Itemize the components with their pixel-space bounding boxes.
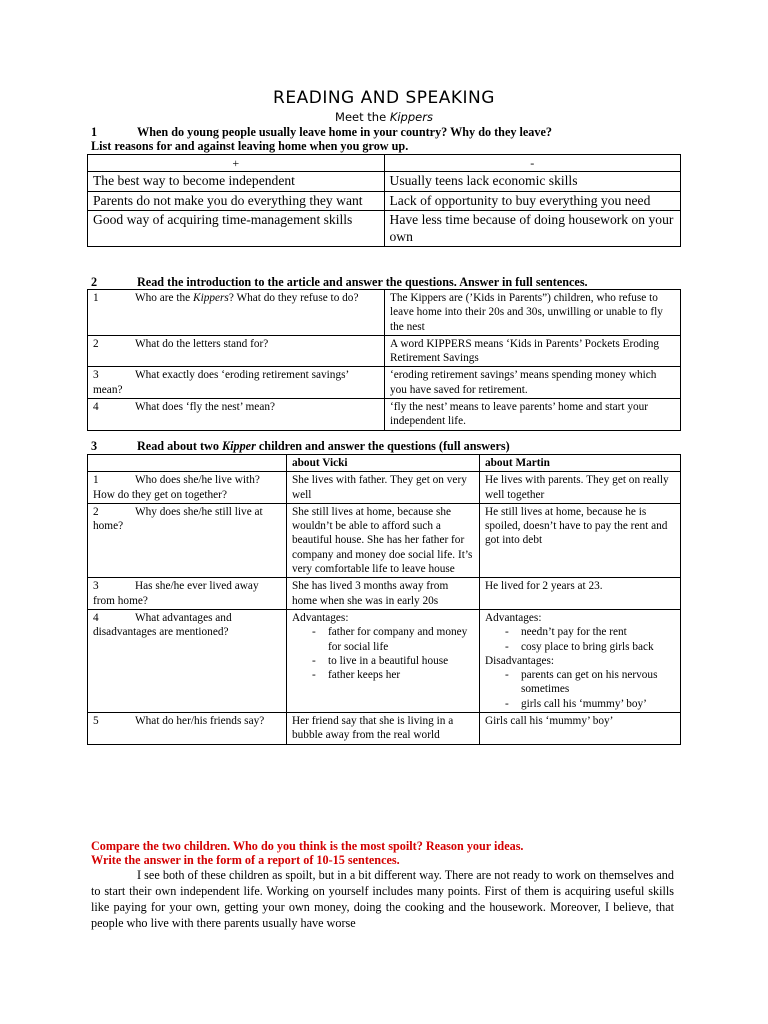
task3-emphasis: Kipper xyxy=(221,439,256,453)
question-cell xyxy=(88,335,385,367)
empty-header-cell xyxy=(88,455,287,472)
table-header-row xyxy=(88,455,681,472)
pros-cons-header-row xyxy=(88,155,681,172)
advantages-list xyxy=(485,625,675,654)
task1-heading xyxy=(91,125,552,139)
intro-questions-table xyxy=(87,289,681,431)
list-item: - parents can get on his nervous sometimes xyxy=(505,668,675,697)
subtitle-text: Meet the xyxy=(335,110,390,124)
table-row xyxy=(88,399,681,431)
question-text: What do the letters stand for? xyxy=(135,337,269,350)
minus-header: - xyxy=(384,155,681,172)
pro-cell: The best way to become independent xyxy=(88,172,385,192)
question-number: 3 xyxy=(93,580,99,593)
essay-paragraph: I see both of these children as spoilt, but in a bit different way. There are not ready to work on themselves and to start their own independent life. Working on yourself includes many points. First of them is acquiring useful skills like paying for your own, getting your own money, doing the cooking and the housework. Moreover, I believe, that people who live with there parents usually have worse xyxy=(91,868,674,930)
question-cell xyxy=(88,713,287,745)
subtitle-emphasis: Kippers xyxy=(389,110,433,124)
task3-question-end: children and answer the questions (full answers) xyxy=(255,439,510,453)
disadvantages-label: Disadvantages: xyxy=(485,654,555,667)
question-number: 2 xyxy=(93,505,99,518)
question-number: 1 xyxy=(93,474,99,487)
question-text: Why does she/he still live at home? xyxy=(93,505,263,533)
task1-instruction: List reasons for and against leaving home when you grow up. xyxy=(91,139,409,153)
list-item: - cosy place to bring girls back xyxy=(505,640,675,654)
list-item: - girls call his ‘mummy’ boy’ xyxy=(505,697,675,711)
question-text: Who are the xyxy=(135,292,194,304)
question-text: Has she/he ever lived away from home? xyxy=(93,580,259,607)
page-subtitle xyxy=(0,110,768,124)
pro-cell: Good way of acquiring time-management skills xyxy=(88,211,385,247)
con-cell: Have less time because of doing housework on your own xyxy=(384,211,681,247)
question-number: 4 xyxy=(93,611,99,624)
vicki-column-header: about Vicki xyxy=(287,455,480,472)
question-cell xyxy=(88,578,287,610)
martin-answer-cell: He still lives at home, because he is spoiled, doesn’t have to pay the rent and got into debt xyxy=(480,503,681,577)
page-title: READING AND SPEAKING xyxy=(273,88,495,108)
vicki-answer-cell: Her friend say that she is living in a bubble away from the real world xyxy=(287,713,480,745)
question-emphasis: Kippers xyxy=(193,292,229,304)
vicki-answer-cell: She lives with father. They get on very well xyxy=(287,472,480,504)
vicki-answer-cell: She has lived 3 months away from home when she was in early 20s xyxy=(287,578,480,610)
question-cell xyxy=(88,609,287,712)
question-cell xyxy=(88,367,385,399)
list-item: - needn’t pay for the rent xyxy=(505,625,675,639)
table-row xyxy=(88,578,681,610)
report-instruction: Write the answer in the form of a report of 10-15 sentences. xyxy=(91,853,400,867)
martin-column-header: about Martin xyxy=(480,455,681,472)
question-cell xyxy=(88,503,287,577)
question-cell xyxy=(88,472,287,504)
disadvantages-list xyxy=(485,668,675,711)
question-text: Who does she/he live with? How do they get on together? xyxy=(93,474,260,501)
answer-cell: A word KIPPERS means ‘Kids in Parents’ Pockets Eroding Retirement Savings xyxy=(385,335,681,367)
question-text: What do her/his friends say? xyxy=(135,715,265,728)
task2-question: Read the introduction to the article and answer the questions. Answer in full sentences. xyxy=(137,275,588,289)
task3-question: Read about two xyxy=(137,439,222,453)
task1-number: 1 xyxy=(91,125,98,139)
table-row xyxy=(88,609,681,712)
question-number: 5 xyxy=(93,715,99,728)
question-number: 2 xyxy=(93,337,99,350)
advantages-label: Advantages: xyxy=(485,611,542,624)
answer-cell: ‘eroding retirement savings’ means spending money which you have saved for retirement. xyxy=(385,367,681,399)
table-row xyxy=(88,172,681,192)
list-item: - father keeps her xyxy=(312,668,474,682)
task3-number: 3 xyxy=(91,439,98,453)
con-cell: Lack of opportunity to buy everything you need xyxy=(384,191,681,211)
question-text: What does ‘fly the nest’ mean? xyxy=(135,401,276,414)
table-row xyxy=(88,472,681,504)
plus-header: + xyxy=(88,155,385,172)
essay-text xyxy=(91,867,674,931)
martin-answer-cell: He lived for 2 years at 23. xyxy=(480,578,681,610)
task2-heading xyxy=(91,275,588,289)
list-item: - father for company and money for social life xyxy=(312,625,474,654)
pro-cell: Parents do not make you do everything they want xyxy=(88,191,385,211)
advantages-list xyxy=(292,625,474,682)
task2-number: 2 xyxy=(91,275,98,289)
martin-answer-cell: Girls call his ‘mummy’ boy’ xyxy=(480,713,681,745)
question-text: What exactly does ‘eroding retirement savings’ mean? xyxy=(93,369,349,396)
table-row xyxy=(88,290,681,336)
table-row xyxy=(88,211,681,247)
answer-cell: The Kippers are (’Kids in Parents”) children, who refuse to leave home into their 20s and 30s, unwilling or unable to fly the nest xyxy=(385,290,681,336)
con-cell: Usually teens lack economic skills xyxy=(384,172,681,192)
question-cell xyxy=(88,399,385,431)
answer-cell: ‘fly the nest’ means to leave parents’ home and start your independent life. xyxy=(385,399,681,431)
task3-heading xyxy=(91,439,510,453)
task1-question: When do young people usually leave home in your country? Why do they leave? xyxy=(137,125,552,139)
kipper-children-table xyxy=(87,454,681,745)
compare-instruction: Compare the two children. Who do you think is the most spoilt? Reason your ideas. xyxy=(91,839,524,853)
question-text: What advantages and disadvantages are mentioned? xyxy=(93,611,232,639)
vicki-answer-cell: She still lives at home, because she wouldn’t be able to afford such a beautiful house. She has her father for company and money doe social life. It’s very comfortable life to leave house xyxy=(287,503,480,577)
table-row xyxy=(88,503,681,577)
question-cell xyxy=(88,290,385,336)
table-row xyxy=(88,367,681,399)
vicki-answer-cell xyxy=(287,609,480,712)
question-number: 3 xyxy=(93,369,99,382)
question-text-end: ? What do they refuse to do? xyxy=(228,292,359,304)
list-item: - to live in a beautiful house xyxy=(312,654,474,668)
table-row xyxy=(88,713,681,745)
pros-cons-table xyxy=(87,154,681,247)
table-row xyxy=(88,191,681,211)
martin-answer-cell: He lives with parents. They get on really well together xyxy=(480,472,681,504)
advantages-label: Advantages: xyxy=(292,611,349,624)
martin-answer-cell xyxy=(480,609,681,712)
question-number: 1 xyxy=(93,292,99,304)
question-number: 4 xyxy=(93,401,99,414)
table-row xyxy=(88,335,681,367)
